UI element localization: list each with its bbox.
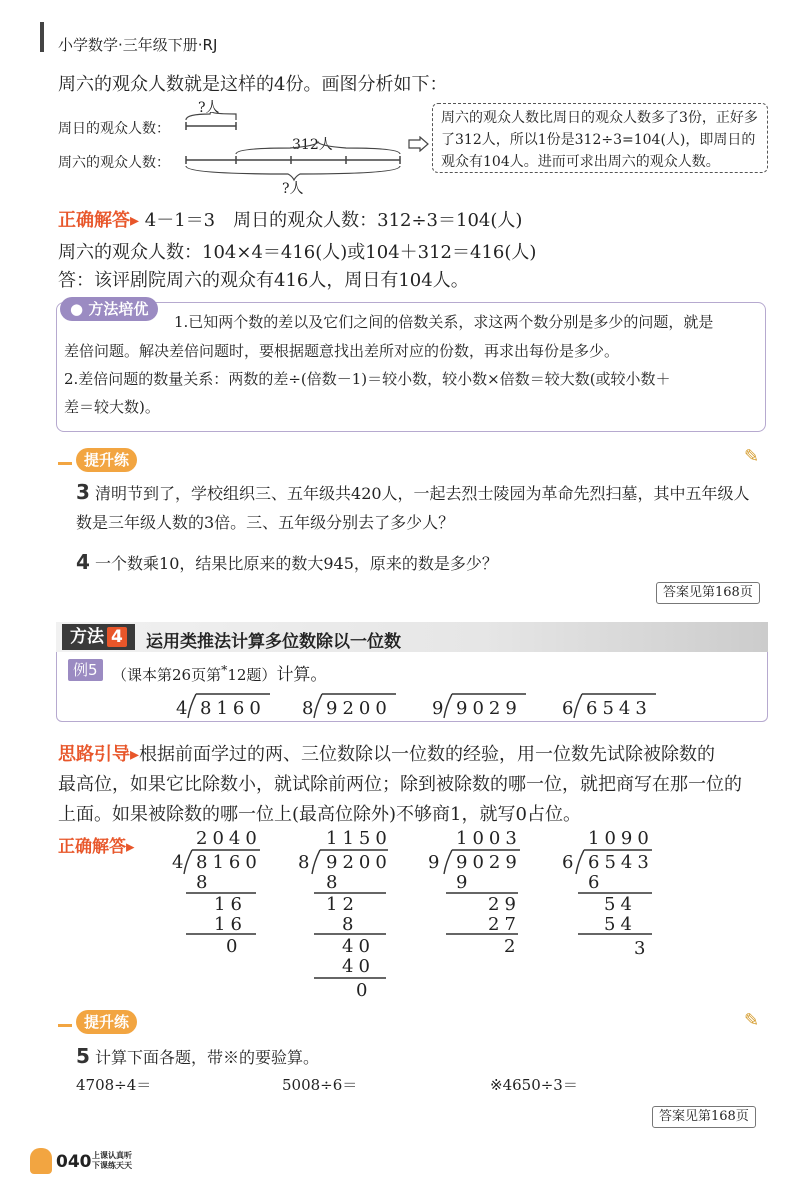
answer-line-3: 答：该评剧院周六的观众有416人，周日有104人。 (58, 270, 469, 291)
dot-icon: ● (70, 300, 89, 318)
method4-label (62, 624, 135, 650)
div2-step-2: 12 (326, 894, 359, 915)
problem-1-dividend: 8160 (200, 698, 266, 719)
question-bottom: ?人 (282, 181, 304, 197)
arrow-small-icon: ▸ (130, 744, 140, 765)
arrow-right-icon (408, 136, 430, 152)
div2-quotient: 1150 (326, 828, 392, 849)
boost-dash-2 (58, 1024, 72, 1027)
method-p2-b: 差＝较大数)。 (64, 398, 160, 416)
div4-remainder: 3 (634, 938, 651, 959)
division-brackets (0, 690, 800, 724)
question-top: ?人 (198, 100, 220, 116)
boost-tag-1: 提升练 (76, 448, 137, 472)
example-source-text-2: 12题） (227, 666, 277, 684)
div2-step-4: 40 (342, 936, 375, 957)
div4-dividend: 6543 (588, 852, 654, 873)
question-5-text: 计算下面各题，带※的要验算。 (95, 1048, 320, 1067)
method-p2-a: 2.差倍问题的数量关系：两数的差÷(倍数－1)＝较小数，较小数×倍数＝较大数(或较小数＋ (64, 370, 671, 388)
example-instruction: 计算。 (276, 665, 328, 685)
method-tag-text: 方法培优 (88, 300, 149, 318)
guide-label: 思路引导 (58, 744, 130, 765)
problem-2-divisor: 8 (302, 698, 319, 719)
mascot-icon (30, 1148, 52, 1174)
problem-1-divisor: 4 (176, 698, 193, 719)
div2-remainder: 0 (356, 980, 373, 1001)
page-number: 040 (56, 1152, 92, 1172)
pencil-icon: ✎ (744, 446, 760, 467)
label-saturday: 周六的观众人数： (58, 155, 170, 171)
solution-label-text: 正确解答 (58, 837, 126, 857)
method4-label-text: 方法 (70, 627, 104, 647)
arrow-small-icon: ▸ (126, 837, 135, 857)
answer-reference-2[interactable]: 答案见第168页 (652, 1106, 756, 1128)
div1-remainder: 0 (226, 936, 243, 957)
div4-step-3: 54 (604, 914, 637, 935)
div3-quotient: 1003 (456, 828, 522, 849)
problem-3-divisor: 9 (432, 698, 449, 719)
header-bar (40, 22, 44, 52)
method4-number: 4 (107, 627, 127, 647)
method-tag (60, 297, 158, 321)
example-star: * (221, 662, 228, 677)
answer-line-1-text: 4－1＝3 周日的观众人数：312÷3＝104(人) (144, 210, 523, 231)
pencil-icon: ✎ (744, 1010, 760, 1031)
guide-line-1 (58, 740, 715, 766)
problem-4-divisor: 6 (562, 698, 579, 719)
div2-step-3: 8 (342, 914, 359, 935)
div1-dividend: 8160 (196, 852, 262, 873)
div3-remainder: 2 (504, 936, 521, 957)
example-source-text: （课本第26页第 (112, 666, 222, 684)
method4-title: 运用类推法计算多位数除以一位数 (146, 632, 401, 652)
div1-quotient: 2040 (196, 828, 262, 849)
boost-tag-2: 提升练 (76, 1010, 137, 1034)
exercise-2: 5008÷6＝ (282, 1076, 358, 1094)
exercise-1: 4708÷4＝ (76, 1076, 152, 1094)
solution-rules (0, 820, 800, 1010)
question-3-cont: 数是三年级人数的3倍。三、五年级分别去了多少人？ (76, 513, 455, 532)
boost-dash (58, 462, 72, 465)
div3-step-1: 9 (456, 872, 473, 893)
question-3-text: 清明节到了，学校组织三、五年级共420人，一起去烈士陵园为革命先烈扫墓，其中五年级人 (95, 484, 750, 503)
problem-4-dividend: 6543 (586, 698, 652, 719)
analysis-note: 周六的观众人数比周日的观众人数多了3份，正好多了312人，所以1份是312÷3=104(人)，即周日的观众有104人。进而可求出周六的观众人数。 (432, 103, 768, 173)
div4-quotient: 1090 (588, 828, 654, 849)
question-4 (76, 550, 498, 574)
footer-slogan-1: 上课认真听 (92, 1151, 132, 1160)
div1-step-2: 16 (214, 894, 247, 915)
question-3 (76, 480, 750, 504)
example-tag: 例5 (68, 659, 103, 681)
guide-line-2: 最高位，如果它比除数小，就试除前两位；除到被除数的哪一位，就把商写在那一位的 (58, 774, 742, 795)
div1-step-3: 16 (214, 914, 247, 935)
page-header: 小学数学·三年级下册·RJ (58, 36, 218, 54)
div3-step-2: 29 (488, 894, 521, 915)
question-4-text: 一个数乘10，结果比原来的数大945，原来的数是多少？ (95, 554, 498, 573)
div4-divisor: 6 (562, 852, 579, 873)
div2-divisor: 8 (298, 852, 315, 873)
guide-line-3: 上面。如果被除数的哪一位上(最高位除外)不够商1，就写0占位。 (58, 804, 581, 825)
div2-step-5: 40 (342, 956, 375, 977)
question-5-number: 5 (76, 1044, 90, 1068)
div1-step-1: 8 (196, 872, 213, 893)
bar-diagram (170, 112, 410, 192)
div3-step-3: 27 (488, 914, 521, 935)
answer-reference-1[interactable]: 答案见第168页 (656, 582, 760, 604)
div2-dividend: 9200 (326, 852, 392, 873)
question-5 (76, 1044, 319, 1068)
problem-2-dividend: 9200 (326, 698, 392, 719)
arrow-small-icon: ▸ (130, 210, 145, 231)
method-p1-tail: 差倍问题。解决差倍问题时，要根据题意找出差所对应的份数，再求出每份是多少。 (64, 342, 620, 360)
intro-text: 周六的观众人数就是这样的4份。画图分析如下： (58, 74, 448, 95)
answer-line-1 (58, 206, 522, 232)
answer-line-2: 周六的观众人数：104×4＝416(人)或104＋312＝416(人) (58, 242, 537, 263)
problem-3-dividend: 9029 (456, 698, 522, 719)
footer-slogan-2: 下课练天天 (92, 1161, 132, 1170)
guide-line-1-text: 根据前面学过的两、三位数除以一位数的经验，用一位数先试除被除数的 (139, 744, 716, 765)
question-4-number: 4 (76, 550, 90, 574)
difference-label: 312人 (292, 137, 333, 153)
exercise-3: ※4650÷3＝ (490, 1076, 578, 1094)
answer-label: 正确解答 (58, 210, 130, 231)
div3-dividend: 9029 (456, 852, 522, 873)
div4-step-2: 54 (604, 894, 637, 915)
div4-step-1: 6 (588, 872, 605, 893)
question-3-number: 3 (76, 480, 90, 504)
div2-step-1: 8 (326, 872, 343, 893)
method-p1-head: 1.已知两个数的差以及它们之间的倍数关系，求这两个数分别是多少的问题，就是 (174, 313, 714, 331)
example-source (112, 660, 327, 685)
div3-divisor: 9 (428, 852, 445, 873)
div1-divisor: 4 (172, 852, 189, 873)
label-sunday: 周日的观众人数： (58, 121, 170, 137)
footer-slogan (92, 1151, 132, 1171)
